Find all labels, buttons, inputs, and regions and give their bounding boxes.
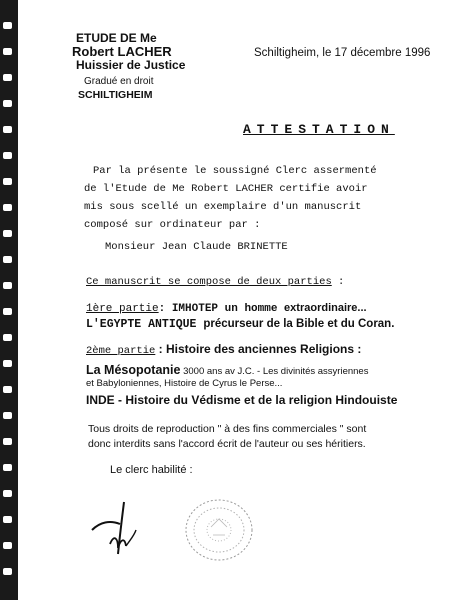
- part2-label: 2ème partie: [86, 345, 156, 357]
- binding-hole: [3, 542, 12, 549]
- binding-hole: [3, 360, 12, 367]
- binding-hole: [3, 516, 12, 523]
- letterhead-city: SCHILTIGHEIM: [78, 89, 153, 101]
- letterhead-name: Robert LACHER: [72, 44, 172, 59]
- document-title: ATTESTATION: [243, 122, 395, 137]
- binding-hole: [3, 438, 12, 445]
- document-page: [18, 0, 464, 600]
- binding-hole: [3, 308, 12, 315]
- part1-line-2-b: précurseur de la Bible et du Coran.: [203, 318, 395, 330]
- binding-hole: [3, 204, 12, 211]
- official-seal-stamp: [183, 497, 255, 563]
- rights-line-2: donc interdits sans l'accord écrit de l'auteur ou ses héritiers.: [88, 438, 366, 450]
- part1-line-2: [86, 318, 394, 331]
- binding-hole: [3, 334, 12, 341]
- binding-hole: [3, 48, 12, 55]
- binding-hole: [3, 464, 12, 471]
- binding-hole: [3, 412, 12, 419]
- part1-label: 1ère partie: [86, 303, 159, 315]
- rights-line-1: Tous droits de reproduction " à des fins commerciales " sont: [88, 423, 367, 435]
- part1-subject-emphasis: extraordinaire...: [284, 302, 367, 314]
- binding-hole: [3, 22, 12, 29]
- comb-binding: [0, 0, 18, 600]
- binding-hole: [3, 126, 12, 133]
- author-name: Monsieur Jean Claude BRINETTE: [105, 241, 288, 253]
- mesopotamie-line-1: [86, 361, 368, 379]
- binding-hole: [3, 256, 12, 263]
- body-line-4: composé sur ordinateur par :: [84, 219, 261, 231]
- binding-hole: [3, 230, 12, 237]
- parts-intro-colon: :: [331, 276, 345, 288]
- body-line-3: mis sous scellé un exemplaire d'un manuscrit: [84, 201, 362, 213]
- part2-title: : Histoire des anciennes Religions :: [158, 342, 362, 356]
- place-date: Schiltigheim, le 17 décembre 1996: [254, 47, 431, 59]
- binding-hole: [3, 74, 12, 81]
- mesopotamie-detail: 3000 ans av J.C. - Les divinités assyriennes: [180, 366, 369, 377]
- part2-line-1: [86, 342, 361, 357]
- part1-line-1: [86, 302, 367, 315]
- mesopotamie-heading: La Mésopotanie: [86, 363, 181, 377]
- binding-hole: [3, 386, 12, 393]
- binding-hole: [3, 490, 12, 497]
- binding-hole: [3, 100, 12, 107]
- binding-hole: [3, 152, 12, 159]
- inde-line: INDE - Histoire du Védisme et de la religion Hindouiste: [86, 393, 398, 407]
- parts-intro: [86, 276, 344, 288]
- part1-subject: : IMHOTEP un homme: [158, 303, 285, 315]
- mesopotamie-line-2: et Babyloniennes, Histoire de Cyrus le Perse...: [86, 378, 283, 389]
- letterhead-degree: Gradué en droit: [84, 76, 154, 87]
- body-line-1: Par la présente le soussigné Clerc assermenté: [93, 165, 377, 177]
- part1-line-2-a: L'EGYPTE ANTIQUE: [86, 318, 204, 331]
- parts-intro-text: Ce manuscrit se compose de deux parties: [86, 276, 332, 288]
- clerk-label: Le clerc habilité :: [110, 464, 193, 476]
- binding-hole: [3, 178, 12, 185]
- letterhead-title: Huissier de Justice: [76, 58, 186, 72]
- binding-hole: [3, 568, 12, 575]
- binding-hole: [3, 282, 12, 289]
- letterhead-line-1: ETUDE DE Me: [76, 31, 157, 45]
- body-line-2: de l'Etude de Me Robert LACHER certifie avoir: [84, 183, 368, 195]
- handwritten-signature: [88, 500, 150, 558]
